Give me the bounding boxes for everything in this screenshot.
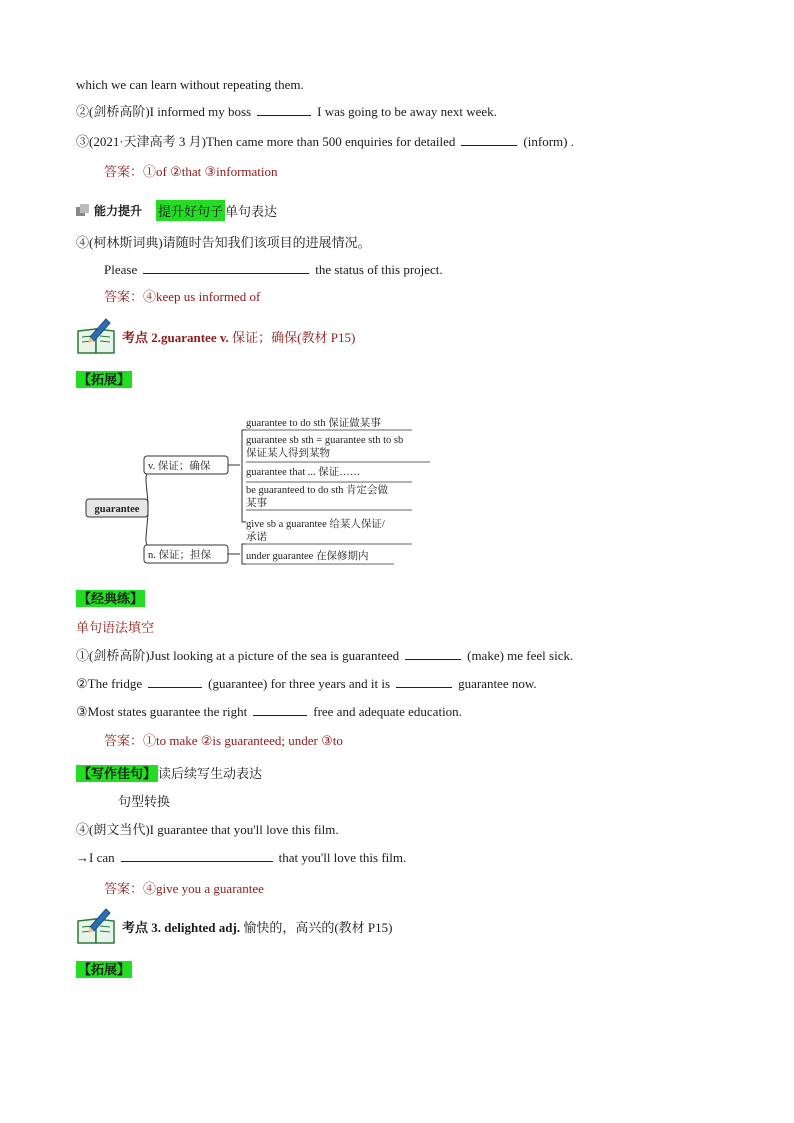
guarantee-mindmap (80, 410, 440, 570)
mindmap-root: guarantee (94, 504, 140, 515)
branch-item: be guaranteed to do sth 肯定会做 (246, 485, 389, 496)
answer-line (104, 288, 260, 306)
exercise-title: 单句语法填空 (76, 621, 155, 636)
blank[interactable] (396, 675, 452, 688)
book-pencil-icon (76, 317, 118, 355)
noun-node: n. 保证；担保 (148, 550, 211, 561)
expand-label: 【拓展】 (78, 962, 131, 977)
branch-item: under guarantee 在保修期内 (246, 551, 369, 562)
question-text: that you'll love this film. (278, 850, 407, 865)
square-icon (76, 204, 90, 218)
question-text: guarantee now. (458, 676, 537, 691)
blank[interactable] (148, 675, 202, 688)
blank[interactable] (405, 647, 461, 660)
sentence-3 (76, 133, 574, 151)
sentence-text: (inform) . (523, 134, 574, 149)
question-1 (76, 647, 573, 665)
writing-subtitle: 读后续写生动表达 (158, 766, 263, 781)
answer-line (104, 163, 278, 181)
answer-line (104, 880, 264, 898)
blank[interactable] (257, 103, 311, 116)
ability-header (76, 200, 277, 221)
keypoint-desc: 愉快的，高兴的(教材 P15) (240, 919, 393, 935)
verb-node: v. 保证；确保 (148, 461, 211, 472)
question-2 (76, 675, 537, 693)
question-3 (76, 703, 462, 721)
answer-label: 答案： (104, 881, 144, 896)
keypoint-header (76, 906, 392, 946)
keypoint-header (76, 316, 355, 356)
highlight-label: 提升好句子 (156, 200, 225, 221)
writing-label: 【写作佳句】 (78, 766, 157, 781)
expand-tag (76, 371, 132, 389)
answer-text: ①of ②that ③information (143, 164, 278, 179)
answer-text: ④give you a guarantee (143, 881, 264, 896)
blank[interactable] (121, 849, 273, 862)
ability-title: 能力提升 (94, 204, 143, 218)
book-pencil-icon (76, 907, 118, 945)
writing-tag (76, 765, 262, 783)
question-text: →I can (76, 850, 115, 865)
prompt-line: ④(柯林斯词典)请随时告知我们该项目的进展情况。 (76, 235, 371, 250)
blank[interactable] (143, 261, 309, 274)
sentence-text: ③(2021·天津高考 3 月)Then came more than 500 enquiries for detailed (76, 134, 456, 149)
branch-item: guarantee that ... 保证…… (246, 467, 361, 478)
sentence-2 (76, 103, 497, 121)
expand-tag (76, 961, 132, 979)
blank[interactable] (253, 703, 307, 716)
expand-label: 【拓展】 (78, 372, 131, 387)
sentence-text: the status of this project. (315, 262, 443, 277)
branch-item: 承诺 (246, 532, 267, 543)
question-5 (76, 849, 406, 867)
question-text: ②The fridge (76, 676, 143, 691)
keypoint-title: 考点 3. delighted adj. (122, 919, 241, 935)
question-text: (guarantee) for three years and it is (208, 676, 391, 691)
practice-tag (76, 590, 145, 608)
keypoint-title: 考点 2.guarantee v. (122, 329, 229, 345)
question-text: (make) me feel sick. (467, 648, 574, 663)
branch-item: 某事 (246, 498, 267, 509)
branch-item: guarantee sb sth = guarantee sth to sb (246, 435, 404, 446)
sentence-5 (104, 261, 443, 279)
text-line: which we can learn without repeating them. (76, 77, 304, 92)
answer-text: ①to make ②is guaranteed; under ③to (143, 733, 343, 748)
answer-text: ④keep us informed of (143, 289, 261, 304)
blank[interactable] (461, 133, 517, 146)
transform-title: 句型转换 (118, 794, 171, 809)
keypoint-desc: 保证；确保(教材 P15) (228, 329, 356, 345)
sentence-text: ②(剑桥高阶)I informed my boss (76, 104, 252, 119)
sentence-text: I was going to be away next week. (317, 104, 497, 119)
answer-label: 答案： (104, 733, 144, 748)
answer-label: 答案： (104, 289, 144, 304)
sentence-text: Please (104, 262, 138, 277)
practice-label: 【经典练】 (78, 591, 144, 606)
question-4: ④(朗文当代)I guarantee that you'll love this film. (76, 822, 339, 837)
section-subtitle: 单句表达 (225, 204, 278, 219)
branch-item: give sb a guarantee 给某人保证/ (246, 519, 385, 530)
question-text: ③Most states guarantee the right (76, 704, 248, 719)
question-text: ①(剑桥高阶)Just looking at a picture of the sea is guaranteed (76, 648, 400, 663)
branch-item: 保证某人得到某物 (246, 448, 330, 459)
answer-label: 答案： (104, 164, 144, 179)
question-text: free and adequate education. (313, 704, 462, 719)
branch-item: guarantee to do sth 保证做某事 (246, 418, 381, 429)
answer-line (104, 732, 343, 750)
